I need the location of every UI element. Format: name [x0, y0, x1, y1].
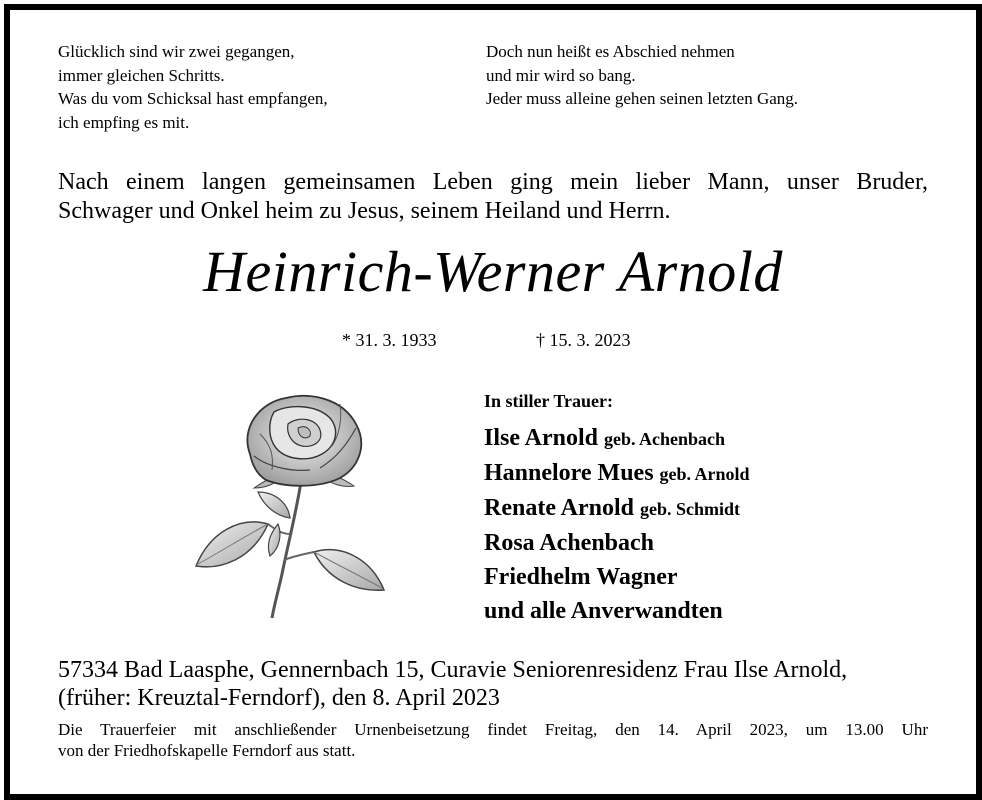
poem-line: Was du vom Schicksal hast empfangen,: [58, 89, 328, 108]
rose-icon: [170, 384, 390, 620]
poem-right-verse: [486, 40, 798, 111]
address-block: [58, 656, 847, 712]
intro-line: Nach einem langen gemeinsamen Leben ging mein lieber Mann, unser Bruder,: [58, 169, 928, 195]
poem-left-verse: [58, 40, 328, 134]
mourner-item: [484, 526, 750, 560]
deceased-name: Heinrich-Werner Arnold: [203, 239, 783, 304]
poem-line: Glücklich sind wir zwei gegangen,: [58, 42, 295, 61]
mourner-item: [484, 421, 750, 456]
birth-date: * 31. 3. 1933: [342, 330, 437, 350]
mourner-name: Renate Arnold: [484, 495, 634, 521]
poem-line: und mir wird so bang.: [486, 65, 636, 85]
mourning-label: In stiller Trauer:: [484, 391, 613, 411]
ceremony-line: Die Trauerfeier mit anschließender Urnenbeisetzung findet Freitag, den 14. April 2023, um 13.00 Uhr: [58, 720, 928, 739]
intro-line: Schwager und Onkel heim zu Jesus, seinem Heiland und Herrn.: [58, 198, 671, 224]
poem-line: ich empfing es mit.: [58, 112, 190, 132]
mourner-name: und alle Anverwandten: [484, 598, 723, 624]
mourner-name: Rosa Achenbach: [484, 530, 655, 556]
mourner-item: [484, 594, 750, 628]
mourner-item: [484, 560, 750, 594]
mourner-list: [484, 421, 750, 628]
poem-line: Doch nun heißt es Abschied nehmen: [486, 42, 735, 61]
ceremony-line: von der Friedhofskapelle Ferndorf aus statt.: [58, 741, 356, 760]
mourner-name: Ilse Arnold: [484, 425, 599, 451]
mourner-item: [484, 456, 750, 491]
obituary-notice: [4, 4, 982, 800]
poem-line: Jeder muss alleine gehen seinen letzten Gang.: [486, 89, 799, 108]
poem-line: immer gleichen Schritts.: [58, 65, 225, 85]
mourner-name: Hannelore Mues: [484, 460, 654, 486]
ceremony-info: [58, 719, 928, 761]
address-line: 57334 Bad Laasphe, Gennernbach 15, Curavie Seniorenresidenz Frau Ilse Arnold,: [58, 657, 848, 683]
mourner-maiden-name: geb. Schmidt: [640, 499, 741, 519]
intro-text: [58, 168, 928, 226]
mourner-maiden-name: geb. Achenbach: [604, 429, 726, 449]
mourner-item: [484, 491, 750, 526]
mourner-name: Friedhelm Wagner: [484, 564, 678, 590]
address-line: (früher: Kreuztal-Ferndorf), den 8. April 2023: [58, 685, 500, 711]
death-date: † 15. 3. 2023: [536, 330, 631, 350]
mourner-maiden-name: geb. Arnold: [659, 464, 750, 484]
